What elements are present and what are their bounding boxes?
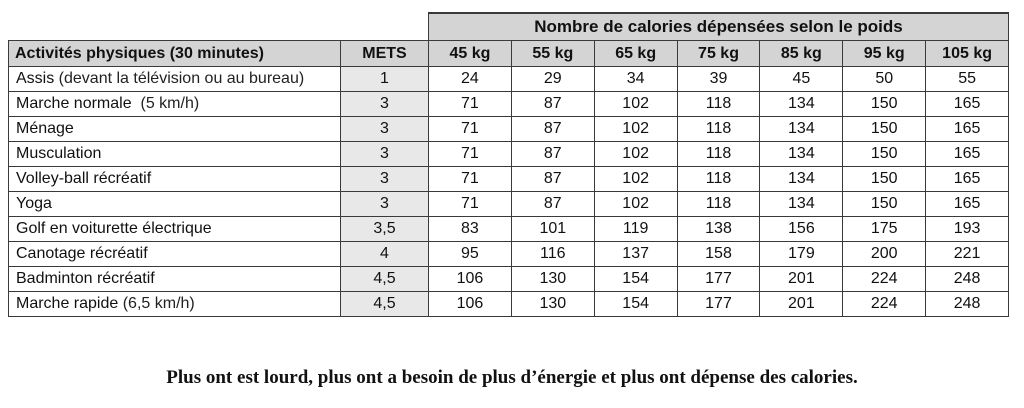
table-row bbox=[9, 167, 1009, 192]
activity-cell bbox=[9, 217, 341, 242]
column-header-85kg: 85 kg bbox=[760, 41, 843, 67]
calorie-cell: 71 bbox=[429, 192, 512, 217]
column-header-55kg: 55 kg bbox=[511, 41, 594, 67]
calorie-cell: 95 bbox=[429, 242, 512, 267]
calorie-cell: 165 bbox=[926, 142, 1009, 167]
calorie-cell: 248 bbox=[926, 292, 1009, 317]
calorie-cell: 134 bbox=[760, 192, 843, 217]
mets-cell: 4,5 bbox=[341, 292, 429, 317]
calorie-cell: 87 bbox=[511, 117, 594, 142]
activity-name: Golf en voiturette électrique bbox=[16, 220, 212, 237]
calorie-cell: 156 bbox=[760, 217, 843, 242]
calorie-cell: 150 bbox=[843, 92, 926, 117]
calorie-cell: 101 bbox=[511, 217, 594, 242]
calorie-cell: 118 bbox=[677, 167, 760, 192]
column-header-95kg: 95 kg bbox=[843, 41, 926, 67]
calorie-cell: 29 bbox=[511, 67, 594, 92]
column-header-105kg: 105 kg bbox=[926, 41, 1009, 67]
calorie-cell: 83 bbox=[429, 217, 512, 242]
calorie-cell: 106 bbox=[429, 292, 512, 317]
calorie-cell: 102 bbox=[594, 192, 677, 217]
mets-cell: 4 bbox=[341, 242, 429, 267]
calorie-cell: 102 bbox=[594, 142, 677, 167]
calorie-cell: 119 bbox=[594, 217, 677, 242]
calorie-cell: 154 bbox=[594, 292, 677, 317]
calorie-cell: 118 bbox=[677, 142, 760, 167]
calorie-cell: 165 bbox=[926, 167, 1009, 192]
calorie-cell: 193 bbox=[926, 217, 1009, 242]
calorie-cell: 158 bbox=[677, 242, 760, 267]
calorie-cell: 87 bbox=[511, 167, 594, 192]
calorie-cell: 201 bbox=[760, 292, 843, 317]
column-header-mets: METS bbox=[341, 41, 429, 67]
table-row bbox=[9, 267, 1009, 292]
calorie-cell: 102 bbox=[594, 167, 677, 192]
activity-cell bbox=[9, 192, 341, 217]
activity-name: Volley-ball récréatif bbox=[16, 170, 152, 187]
column-header-45kg: 45 kg bbox=[429, 41, 512, 67]
calorie-cell: 130 bbox=[511, 267, 594, 292]
calorie-cell: 177 bbox=[677, 292, 760, 317]
activity-cell bbox=[9, 267, 341, 292]
mets-cell: 1 bbox=[341, 67, 429, 92]
activity-name: Badminton récréatif bbox=[16, 270, 155, 287]
activity-note: (5 km/h) bbox=[131, 95, 200, 112]
super-header-row bbox=[9, 13, 1009, 41]
activity-name: Canotage récréatif bbox=[16, 245, 148, 262]
table-row bbox=[9, 92, 1009, 117]
calorie-cell: 118 bbox=[677, 92, 760, 117]
table-row bbox=[9, 192, 1009, 217]
calorie-cell: 137 bbox=[594, 242, 677, 267]
activity-name: Musculation bbox=[16, 145, 102, 162]
calorie-cell: 71 bbox=[429, 142, 512, 167]
calorie-cell: 165 bbox=[926, 117, 1009, 142]
calorie-cell: 24 bbox=[429, 67, 512, 92]
activity-name: Ménage bbox=[16, 120, 74, 137]
calorie-cell: 200 bbox=[843, 242, 926, 267]
table-row bbox=[9, 242, 1009, 267]
calorie-cell: 118 bbox=[677, 117, 760, 142]
calorie-cell: 118 bbox=[677, 192, 760, 217]
calorie-cell: 50 bbox=[843, 67, 926, 92]
activity-cell bbox=[9, 242, 341, 267]
calorie-cell: 179 bbox=[760, 242, 843, 267]
calorie-cell: 224 bbox=[843, 267, 926, 292]
calorie-cell: 71 bbox=[429, 92, 512, 117]
caption-text: Plus ont est lourd, plus ont a besoin de plus d’énergie et plus ont dépense des calories. bbox=[166, 367, 858, 388]
calorie-cell: 87 bbox=[511, 192, 594, 217]
calorie-cell: 34 bbox=[594, 67, 677, 92]
calorie-cell: 134 bbox=[760, 117, 843, 142]
column-header-activity: Activités physiques (30 minutes) bbox=[9, 41, 341, 67]
mets-cell: 3,5 bbox=[341, 217, 429, 242]
calorie-cell: 116 bbox=[511, 242, 594, 267]
activity-note: (6,5 km/h) bbox=[118, 295, 195, 312]
activity-note: (devant la télévision ou au bureau) bbox=[54, 70, 305, 87]
activity-cell bbox=[9, 67, 341, 92]
calorie-cell: 102 bbox=[594, 117, 677, 142]
activity-name: Yoga bbox=[16, 195, 52, 212]
mets-cell: 3 bbox=[341, 192, 429, 217]
activity-name: Marche normale bbox=[16, 95, 132, 112]
calorie-cell: 150 bbox=[843, 142, 926, 167]
column-header-75kg: 75 kg bbox=[677, 41, 760, 67]
activity-name: Marche rapide bbox=[16, 295, 119, 312]
table-row bbox=[9, 292, 1009, 317]
activity-name: Assis bbox=[16, 70, 55, 87]
calorie-cell: 45 bbox=[760, 67, 843, 92]
table-row bbox=[9, 67, 1009, 92]
activity-cell bbox=[9, 292, 341, 317]
calorie-cell: 201 bbox=[760, 267, 843, 292]
calorie-cell: 71 bbox=[429, 117, 512, 142]
mets-cell: 3 bbox=[341, 117, 429, 142]
activity-cell bbox=[9, 142, 341, 167]
calorie-table-container bbox=[8, 12, 1008, 317]
table-row bbox=[9, 117, 1009, 142]
calorie-cell: 71 bbox=[429, 167, 512, 192]
calorie-cell: 138 bbox=[677, 217, 760, 242]
calorie-cell: 165 bbox=[926, 92, 1009, 117]
calorie-cell: 39 bbox=[677, 67, 760, 92]
table-row bbox=[9, 142, 1009, 167]
column-header-row bbox=[9, 41, 1009, 67]
calorie-cell: 154 bbox=[594, 267, 677, 292]
mets-cell: 3 bbox=[341, 92, 429, 117]
calorie-cell: 87 bbox=[511, 142, 594, 167]
mets-cell: 3 bbox=[341, 142, 429, 167]
activity-cell bbox=[9, 167, 341, 192]
calorie-cell: 248 bbox=[926, 267, 1009, 292]
activity-cell bbox=[9, 92, 341, 117]
calorie-cell: 150 bbox=[843, 192, 926, 217]
table-body bbox=[9, 67, 1009, 317]
calorie-cell: 150 bbox=[843, 117, 926, 142]
calorie-cell: 175 bbox=[843, 217, 926, 242]
calorie-cell: 134 bbox=[760, 167, 843, 192]
calorie-cell: 221 bbox=[926, 242, 1009, 267]
calorie-cell: 150 bbox=[843, 167, 926, 192]
calorie-cell: 224 bbox=[843, 292, 926, 317]
mets-cell: 4,5 bbox=[341, 267, 429, 292]
calorie-cell: 106 bbox=[429, 267, 512, 292]
calorie-cell: 55 bbox=[926, 67, 1009, 92]
calorie-cell: 102 bbox=[594, 92, 677, 117]
calorie-cell: 87 bbox=[511, 92, 594, 117]
activity-cell bbox=[9, 117, 341, 142]
calorie-cell: 177 bbox=[677, 267, 760, 292]
calorie-cell: 134 bbox=[760, 92, 843, 117]
calorie-cell: 134 bbox=[760, 142, 843, 167]
table-row bbox=[9, 217, 1009, 242]
calorie-table bbox=[8, 12, 1009, 317]
calorie-cell: 165 bbox=[926, 192, 1009, 217]
super-header-spacer bbox=[9, 13, 429, 41]
super-header-title: Nombre de calories dépensées selon le poids bbox=[429, 13, 1009, 41]
mets-cell: 3 bbox=[341, 167, 429, 192]
calorie-cell: 130 bbox=[511, 292, 594, 317]
column-header-65kg: 65 kg bbox=[594, 41, 677, 67]
